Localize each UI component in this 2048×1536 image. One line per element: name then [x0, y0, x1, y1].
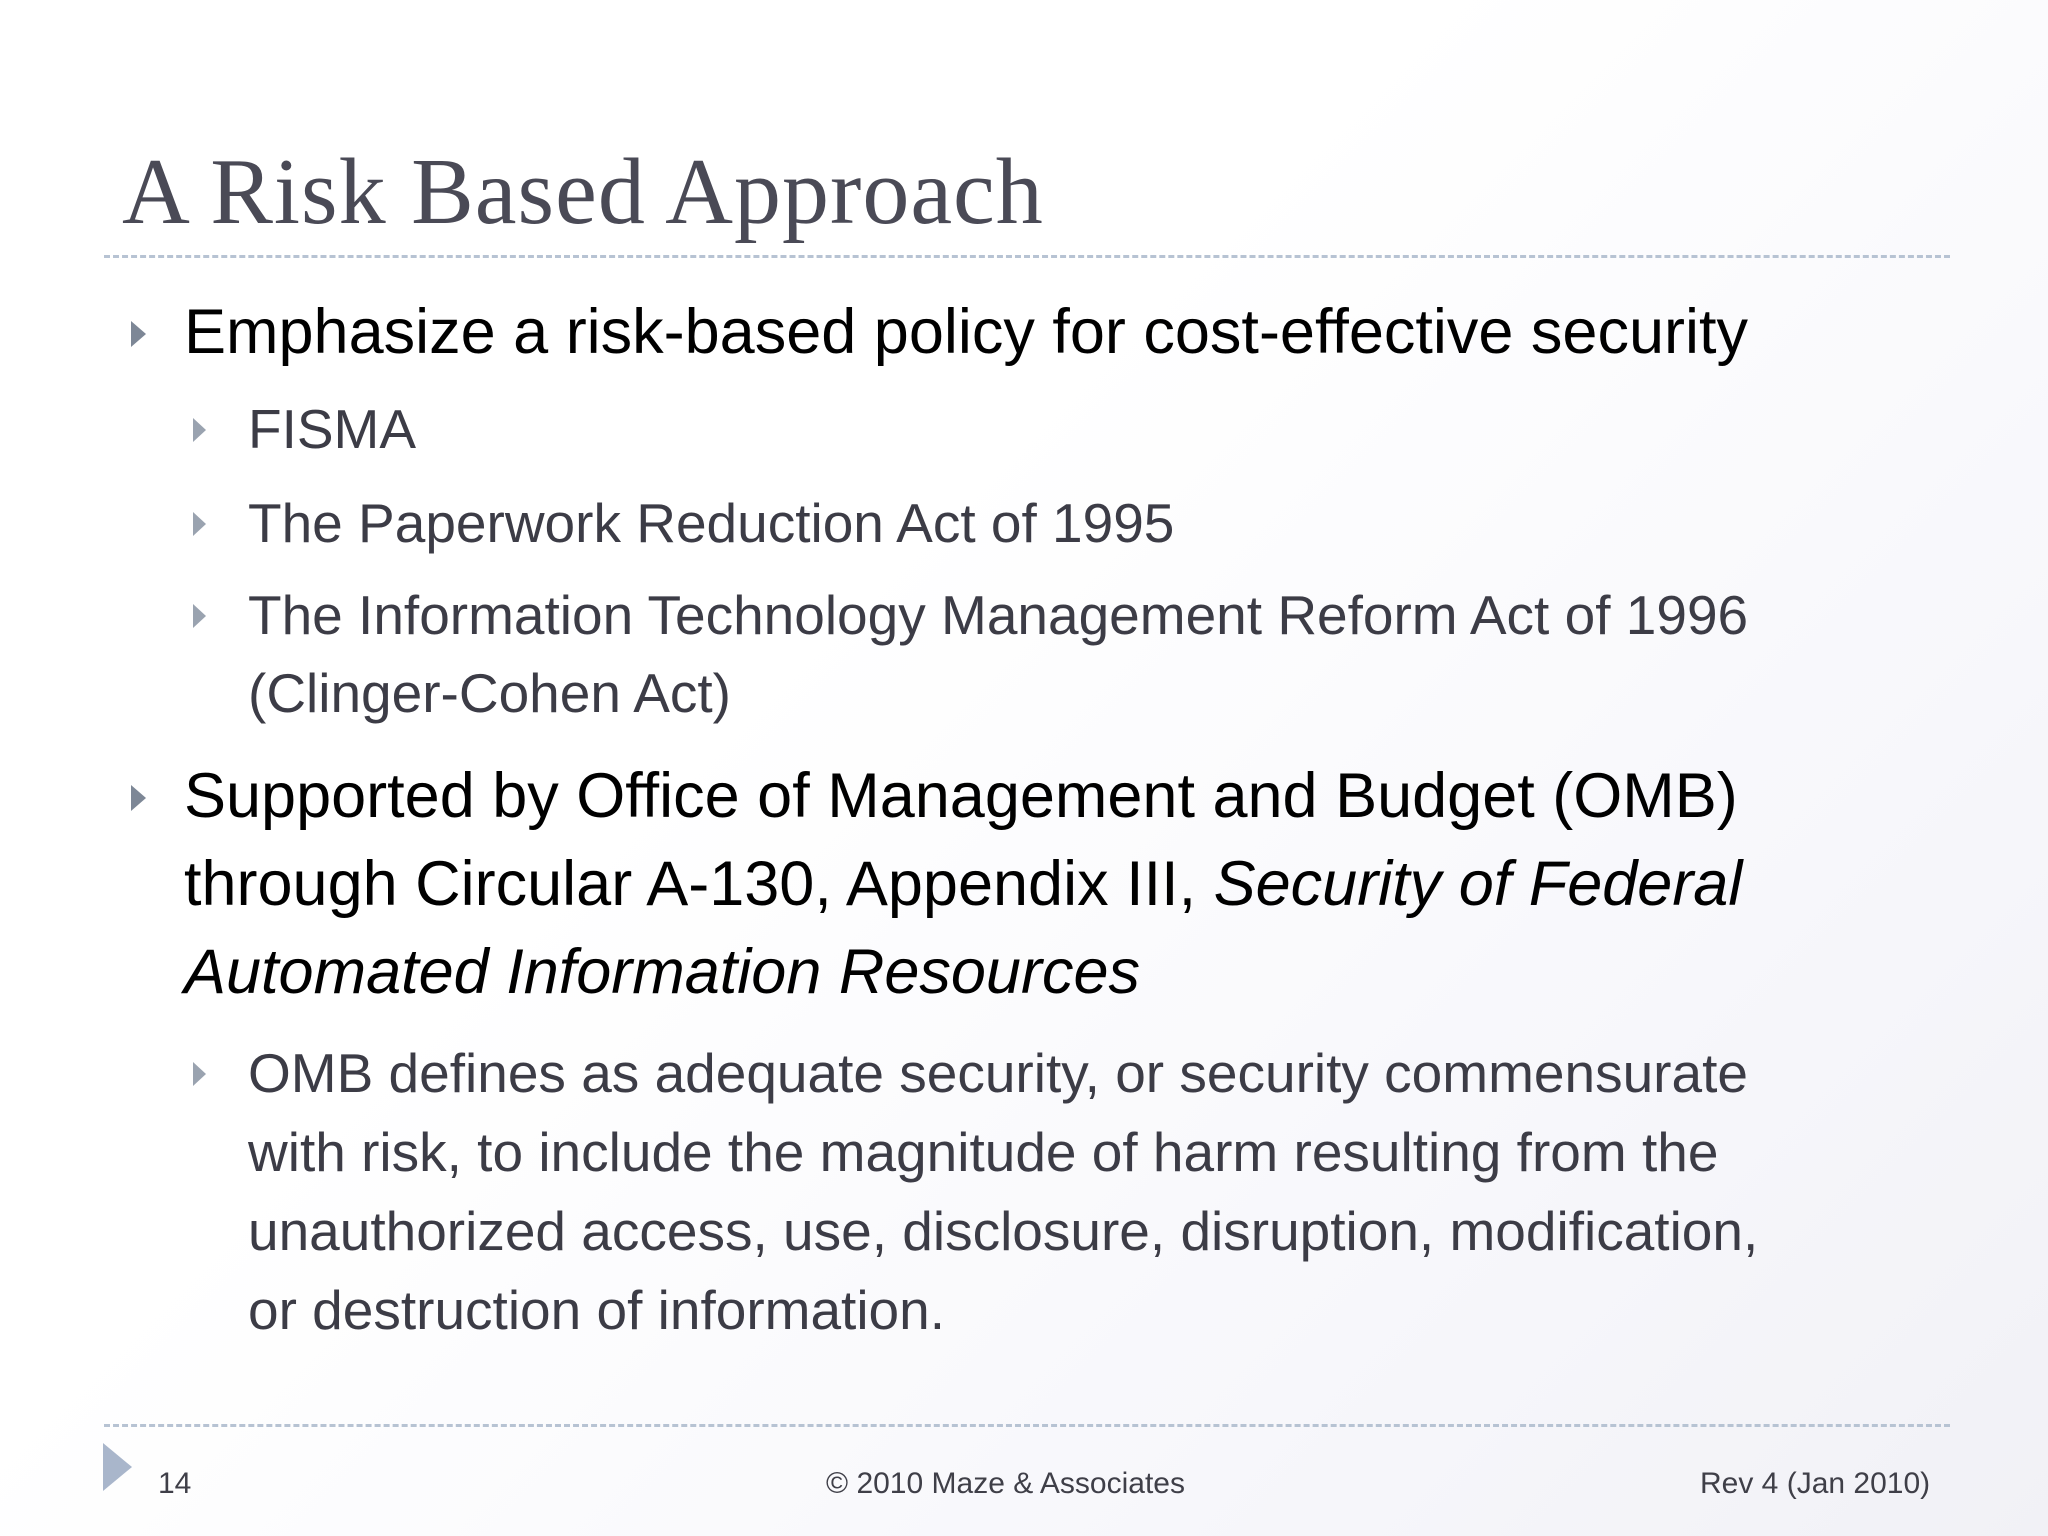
sub-bullet-itmra: The Information Technology Management Reform Act of 1996 [248, 584, 1749, 646]
sub-bullet-omb-line-4: or destruction of information. [248, 1279, 946, 1341]
sub-bullet-arrow-icon [193, 418, 206, 442]
sub-bullet-arrow-icon [193, 512, 206, 536]
footer-copyright: © 2010 Maze & Associates [826, 1467, 1185, 1500]
bullet-2-line-2-italic: Security of Federal [1213, 849, 1743, 919]
sub-bullet-fisma: FISMA [248, 398, 417, 460]
bullet-arrow-icon [131, 785, 146, 811]
bullet-1-text: Emphasize a risk-based policy for cost-effective security [184, 297, 1748, 367]
sub-bullet-paperwork-act: The Paperwork Reduction Act of 1995 [248, 492, 1175, 554]
footer-divider [104, 1424, 1950, 1427]
sub-bullet-arrow-icon [193, 604, 206, 628]
page-number: 14 [158, 1467, 192, 1500]
title-divider [104, 255, 1950, 258]
bullet-arrow-icon [131, 321, 146, 347]
sub-bullet-omb-line-2: with risk, to include the magnitude of harm resulting from the [248, 1121, 1719, 1183]
bullet-2-line-1: Supported by Office of Management and Budget (OMB) [184, 761, 1738, 831]
sub-bullet-omb-line-3: unauthorized access, use, disclosure, disruption, modification, [248, 1200, 1759, 1262]
footer-arrow-icon [103, 1443, 132, 1491]
slide-title: A Risk Based Approach [122, 140, 1044, 244]
bullet-2-line-3 [184, 928, 1140, 1016]
footer-revision: Rev 4 (Jan 2010) [1700, 1467, 1931, 1500]
bullet-2-line-2 [184, 840, 1742, 928]
bullet-2-line-3-italic: Automated Information Resources [184, 937, 1140, 1007]
bullet-2-line-2-plain: through Circular A-130, Appendix III, [184, 849, 1214, 919]
sub-bullet-arrow-icon [193, 1062, 206, 1086]
sub-bullet-itmra-cont: (Clinger-Cohen Act) [248, 662, 731, 724]
sub-bullet-omb-line-1: OMB defines as adequate security, or security commensurate [248, 1042, 1748, 1104]
